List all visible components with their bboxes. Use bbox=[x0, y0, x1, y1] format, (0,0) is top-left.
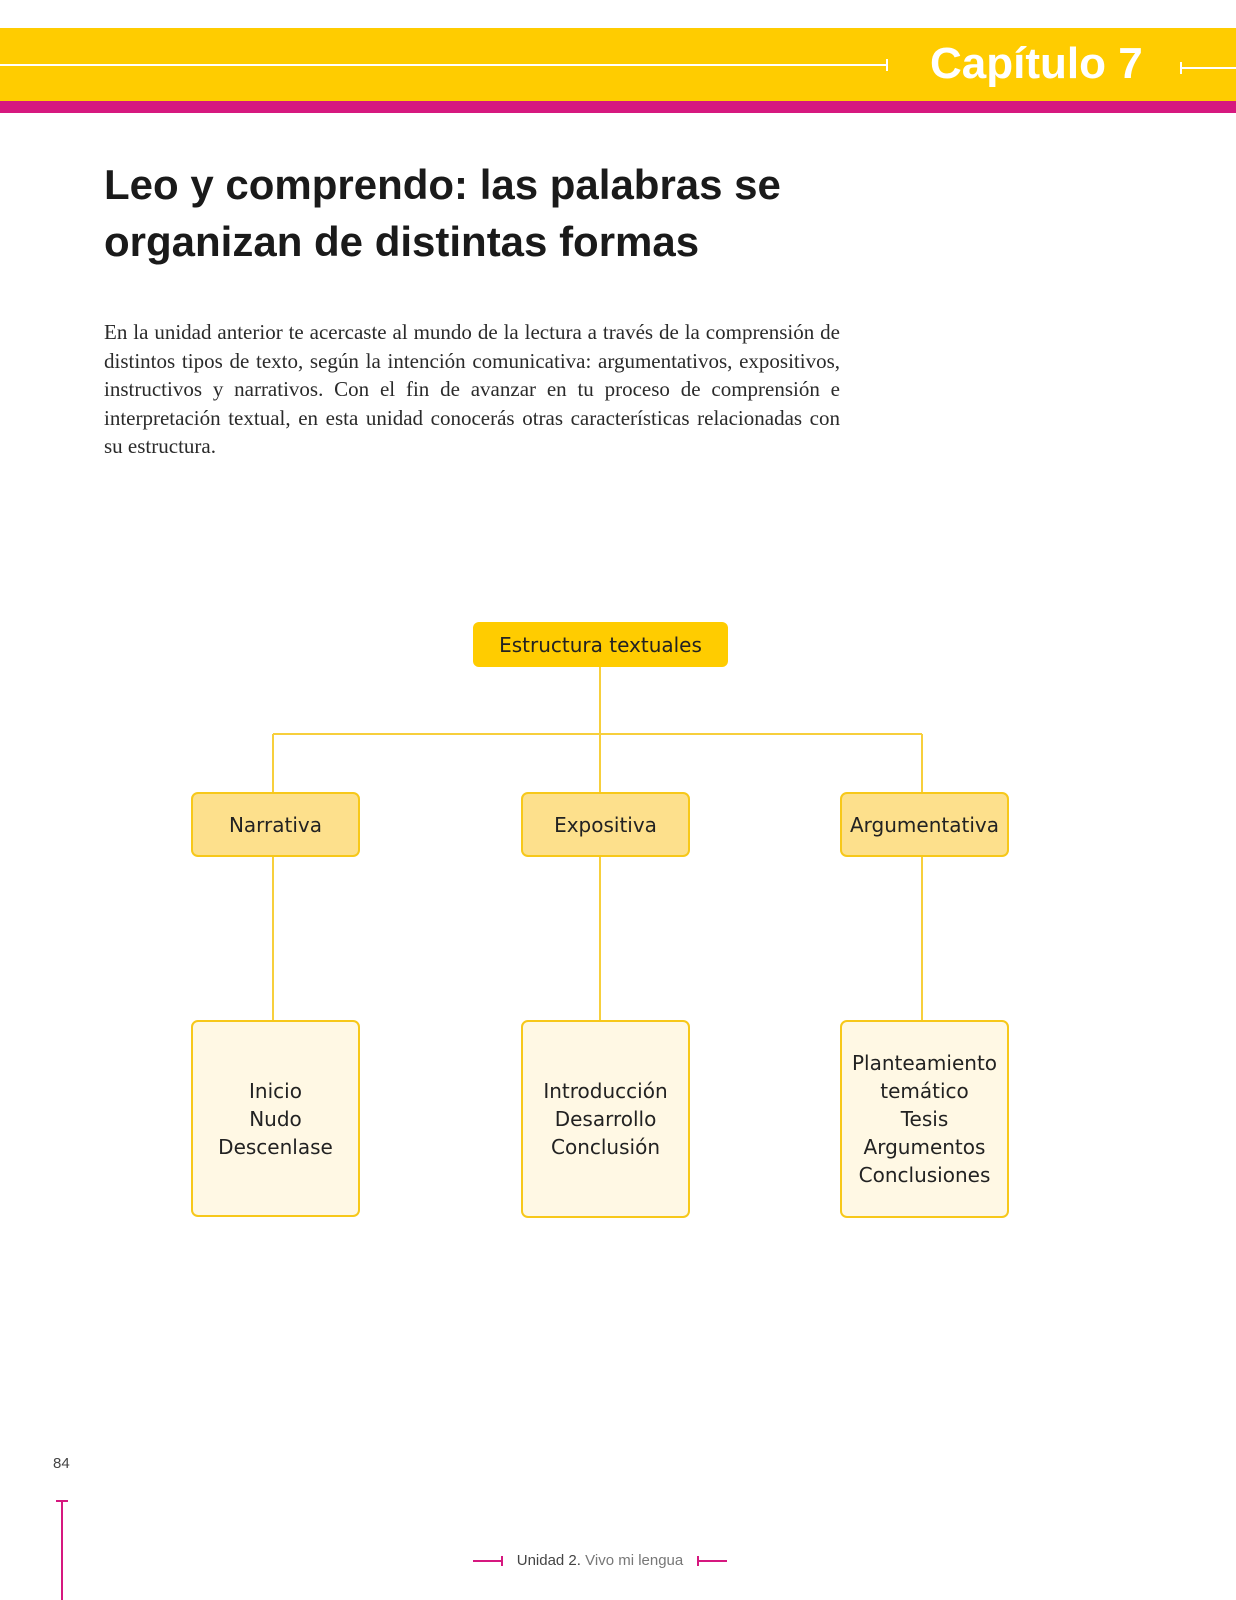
part-item: Descenlase bbox=[218, 1134, 333, 1159]
text-structure-diagram bbox=[0, 600, 1236, 1240]
part-item: Conclusiones bbox=[858, 1163, 991, 1187]
node-argumentativa-parts bbox=[840, 1020, 1009, 1218]
section-title: Leo y comprendo: las palabras se organizan de distintas formas bbox=[104, 161, 781, 265]
part-item: Desarrollo bbox=[554, 1107, 657, 1131]
part-item: temático bbox=[880, 1079, 969, 1103]
node-expositiva-parts bbox=[521, 1020, 690, 1218]
part-item: Inicio bbox=[249, 1078, 302, 1103]
footer-deco-line-left bbox=[473, 1560, 501, 1562]
part-item: Nudo bbox=[249, 1106, 302, 1131]
part-item: Conclusión bbox=[551, 1135, 660, 1159]
header-rule-tick-right bbox=[1180, 62, 1182, 74]
node-label: Expositiva bbox=[554, 812, 657, 837]
part-item: Planteamiento bbox=[851, 1051, 998, 1075]
footer-deco-tick-left bbox=[501, 1556, 503, 1566]
footer-unit-name: Vivo mi lengua bbox=[585, 1552, 684, 1569]
header-accent-stripe bbox=[0, 101, 1236, 113]
diagram-root-node bbox=[473, 622, 728, 667]
node-expositiva bbox=[521, 792, 690, 857]
header-rule-tick-left bbox=[886, 59, 888, 71]
node-narrativa bbox=[191, 792, 360, 857]
footer-unit-label bbox=[0, 1552, 1200, 1569]
footer-margin-line bbox=[61, 1500, 63, 1600]
header-rule-left bbox=[0, 64, 888, 66]
page-number: 84 bbox=[53, 1455, 70, 1472]
node-argumentativa bbox=[840, 792, 1009, 857]
node-label: Argumentativa bbox=[850, 812, 999, 837]
footer-unit-number: Unidad 2. bbox=[516, 1552, 581, 1569]
node-label: Narrativa bbox=[228, 812, 323, 837]
intro-paragraph: En la unidad anterior te acercaste al mundo de la lectura a través de la comprensión de distintos tipos de texto, según la intención comunicativa: argumentativos, expositivos, instructivos y narrativos. Con el fin de avanzar en tu proceso de comprensión e interpretación textual, en esta unidad conocerás otras características relacionadas con su estructura. bbox=[104, 320, 840, 458]
part-item: Argumentos bbox=[863, 1135, 986, 1159]
node-narrativa-parts bbox=[191, 1020, 360, 1217]
part-item: Tesis bbox=[900, 1107, 949, 1131]
part-item: Introducción bbox=[543, 1079, 668, 1103]
chapter-title: Capítulo 7 bbox=[930, 39, 1143, 88]
root-label: Estructura textuales bbox=[499, 632, 702, 657]
footer-deco-line-right bbox=[699, 1560, 727, 1562]
header-rule-right bbox=[1180, 67, 1236, 69]
